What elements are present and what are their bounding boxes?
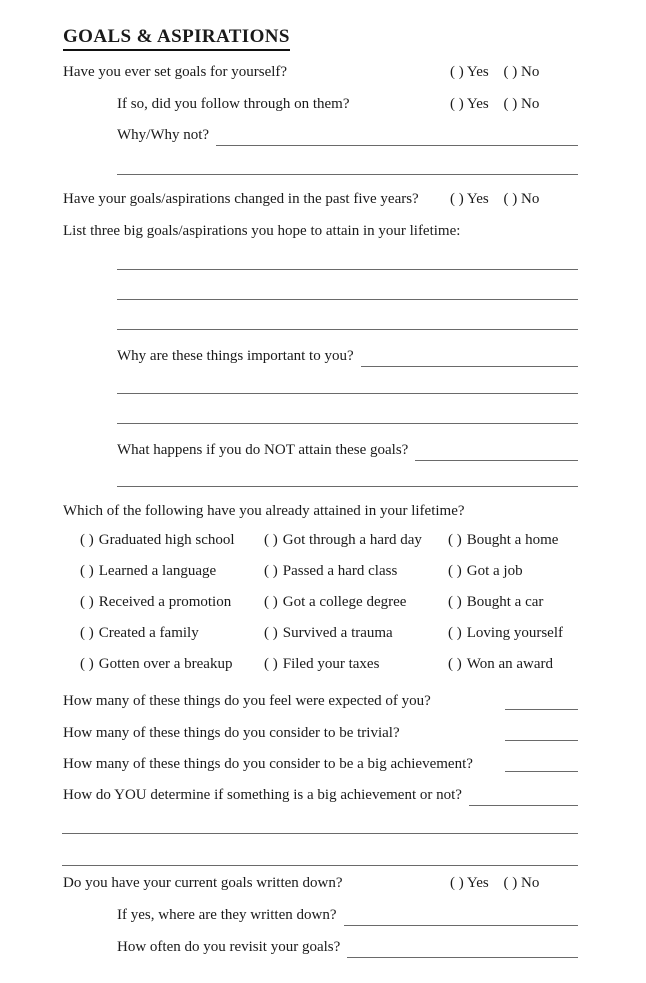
question-text: Why/Why not? [117,127,210,143]
question-set-goals [63,64,578,83]
checkbox-option[interactable] [264,563,397,580]
answer-line[interactable] [344,909,579,926]
no-option[interactable]: ( ) No [503,96,540,112]
checkbox-option[interactable] [264,625,393,642]
checkbox-icon: ( ) [80,594,94,610]
question-text: How often do you revisit your goals? [117,939,341,955]
checkbox-label: Graduated high school [98,532,235,548]
yesno-group [450,96,539,113]
checkbox-label: Got a college degree [282,594,407,610]
checkbox-icon: ( ) [448,563,462,579]
question-written-down [63,875,578,894]
checkbox-option[interactable] [80,656,232,673]
answer-line-short[interactable] [505,771,578,772]
answer-line[interactable] [117,174,578,175]
no-option[interactable]: ( ) No [503,875,540,891]
checkbox-label: Got a job [466,563,523,579]
question-text: How many of these things do you feel were expected of you? [63,693,431,709]
checkbox-label: Learned a language [98,563,217,579]
question-follow-through [117,96,578,115]
checkbox-label: Won an award [466,656,554,672]
answer-line[interactable] [347,941,578,958]
answer-line[interactable] [62,865,578,866]
question-list-three-goals [63,223,578,242]
yesno-group [450,64,539,81]
question-text: Do you have your current goals written down? [63,875,343,891]
question-text: What happens if you do NOT attain these goals? [117,442,409,458]
checkbox-icon: ( ) [264,656,278,672]
attained-options-row [63,625,646,644]
checkbox-label: Bought a home [466,532,559,548]
checkbox-option[interactable] [80,532,235,549]
checkbox-label: Received a promotion [98,594,232,610]
checkbox-option[interactable] [448,656,553,673]
checkbox-option[interactable] [264,656,379,673]
yesno-group [450,191,539,208]
checkbox-label: Filed your taxes [282,656,380,672]
answer-line[interactable] [117,269,578,270]
checkbox-icon: ( ) [80,532,94,548]
question-text: Why are these things important to you? [117,348,354,364]
checkbox-label: Passed a hard class [282,563,398,579]
checkbox-icon: ( ) [80,563,94,579]
question-text: List three big goals/aspirations you hope to attain in your lifetime: [63,223,461,239]
question-big-achievement [63,756,578,775]
checkbox-icon: ( ) [264,563,278,579]
checkbox-icon: ( ) [448,594,462,610]
checkbox-option[interactable] [448,563,523,580]
question-changed-five-years [63,191,578,210]
checkbox-label: Survived a trauma [282,625,393,641]
checkbox-label: Loving yourself [466,625,563,641]
checkbox-icon: ( ) [264,594,278,610]
question-text: How do YOU determine if something is a big achievement or not? [63,787,462,803]
question-expected [63,693,578,712]
question-where-written [117,907,578,926]
question-trivial [63,725,578,744]
attained-options-row [63,563,646,582]
yes-option[interactable]: ( ) Yes [450,875,489,891]
answer-line[interactable] [469,789,578,806]
answer-line[interactable] [117,393,578,394]
answer-line[interactable] [216,129,578,146]
answer-line[interactable] [117,329,578,330]
yes-option[interactable]: ( ) Yes [450,64,489,80]
question-not-attain [117,442,578,461]
checkbox-option[interactable] [80,594,231,611]
answer-line[interactable] [361,350,578,367]
question-text: Which of the following have you already attained in your lifetime? [63,503,465,519]
checkbox-icon: ( ) [264,532,278,548]
question-revisit [117,939,578,958]
question-text: How many of these things do you consider to be a big achievement? [63,756,473,772]
answer-line[interactable] [117,486,578,487]
question-text: If so, did you follow through on them? [117,96,350,112]
answer-line[interactable] [117,299,578,300]
yesno-group [450,875,539,892]
checkbox-option[interactable] [264,594,406,611]
checkbox-label: Created a family [98,625,199,641]
checkbox-option[interactable] [80,563,216,580]
answer-line-short[interactable] [505,709,578,710]
question-determine [63,787,578,806]
answer-line[interactable] [117,423,578,424]
checkbox-icon: ( ) [448,532,462,548]
checkbox-icon: ( ) [80,625,94,641]
question-why-why-not [117,127,578,146]
checkbox-icon: ( ) [448,656,462,672]
checkbox-option[interactable] [448,625,563,642]
page-title: GOALS & ASPIRATIONS [63,26,290,51]
question-text: If yes, where are they written down? [117,907,337,923]
checkbox-option[interactable] [264,532,422,549]
checkbox-option[interactable] [80,625,199,642]
attained-options-row [63,656,646,675]
checkbox-icon: ( ) [80,656,94,672]
question-text: How many of these things do you consider to be trivial? [63,725,400,741]
yes-option[interactable]: ( ) Yes [450,191,489,207]
checkbox-icon: ( ) [264,625,278,641]
question-text: Have your goals/aspirations changed in the past five years? [63,191,419,207]
checkbox-icon: ( ) [448,625,462,641]
answer-line[interactable] [62,833,578,834]
question-text: Have you ever set goals for yourself? [63,64,288,80]
checkbox-option[interactable] [448,594,543,611]
checkbox-option[interactable] [448,532,558,549]
attained-options-row [63,594,646,613]
checkbox-label: Got through a hard day [282,532,422,548]
yes-option[interactable]: ( ) Yes [450,96,489,112]
no-option[interactable]: ( ) No [503,191,540,207]
answer-line[interactable] [415,444,578,461]
checkbox-label: Gotten over a breakup [98,656,233,672]
question-already-attained [63,503,578,522]
answer-line-short[interactable] [505,740,578,741]
question-why-important [117,348,578,367]
no-option[interactable]: ( ) No [503,64,540,80]
checkbox-label: Bought a car [466,594,544,610]
attained-options-row [63,532,646,551]
